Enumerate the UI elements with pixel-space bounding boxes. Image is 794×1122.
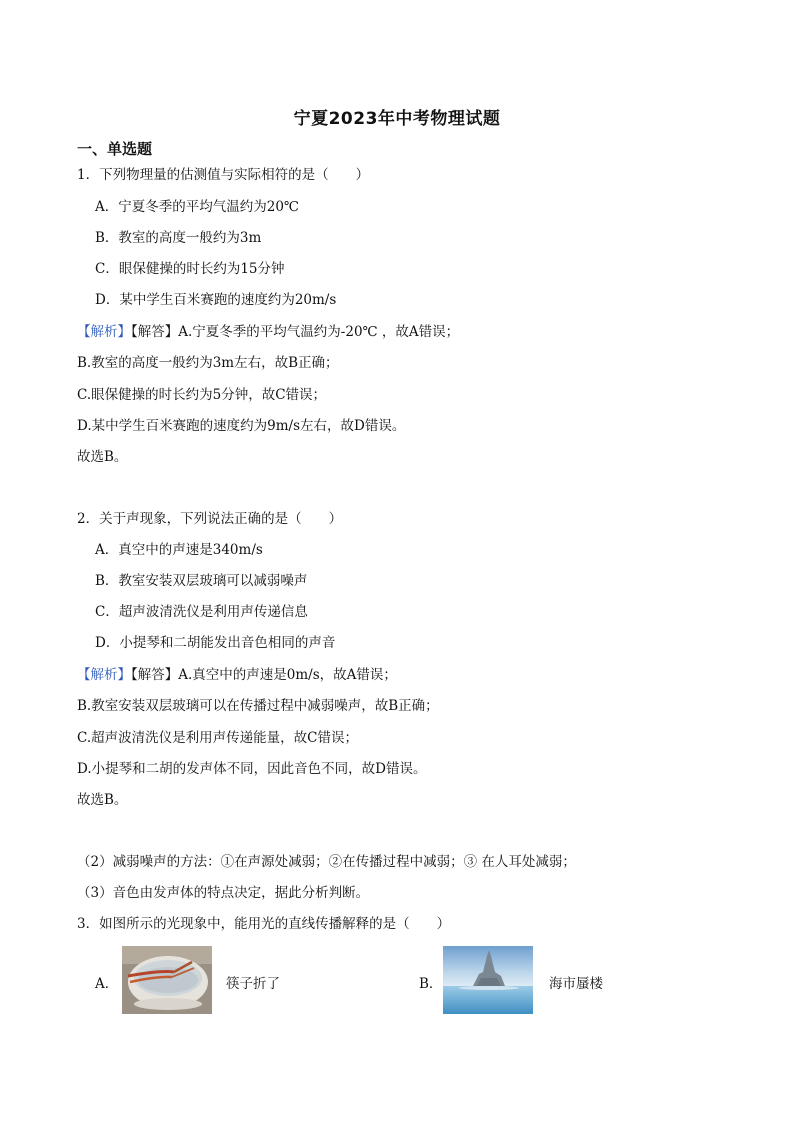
question-1-answer-line: B.教室的高度一般约为3m左右，故B正确； xyxy=(77,355,339,371)
question-2-option-c: C．超声波清洗仪是利用声传递信息 xyxy=(95,604,308,620)
question-2-answer-line: B.教室安装双层玻璃可以在传播过程中减弱噪声，故B正确； xyxy=(77,698,439,714)
figure-b-caption: 海市蜃楼 xyxy=(549,976,603,992)
page-title: 宁夏2023年中考物理试题 xyxy=(293,109,501,129)
question-1-option-c: C．眼保健操的时长约为15分钟 xyxy=(95,261,285,277)
question-2-option-a: A．真空中的声速是340m/s xyxy=(95,542,263,558)
question-2-note: （2）减弱噪声的方法：①在声源处减弱；②在传播过程中减弱；③ 在人耳处减弱； xyxy=(77,854,576,870)
mirage-image xyxy=(443,946,533,1014)
question-1-option-d: D．某中学生百米赛跑的速度约为20m/s xyxy=(95,292,337,308)
question-1-answer-line xyxy=(77,323,459,341)
question-1-option-a: A．宁夏冬季的平均气温约为20℃ xyxy=(95,199,300,215)
question-1-answer-text: 【解答】A.宁夏冬季的平均气温约为-20℃ ，故A错误； xyxy=(131,324,460,340)
chopsticks-bowl-image xyxy=(122,946,212,1014)
question-2-option-b: B．教室安装双层玻璃可以减弱噪声 xyxy=(95,573,308,589)
question-2-option-d: D．小提琴和二胡能发出音色相同的声音 xyxy=(95,635,336,651)
question-1-option-b: B．教室的高度一般约为3m xyxy=(95,230,262,246)
question-2-answer-line: D.小提琴和二胡的发声体不同，因此音色不同，故D错误。 xyxy=(77,761,427,777)
question-2-answer-text: 【解答】A.真空中的声速是0m/s，故A错误； xyxy=(131,667,397,683)
figure-a-letter: A． xyxy=(95,976,119,992)
question-2-stem: 2．关于声现象，下列说法正确的是（ ） xyxy=(77,511,343,527)
analysis-tag: 【解析】 xyxy=(77,324,131,340)
question-2-answer-line xyxy=(77,666,397,684)
question-3-stem: 3．如图所示的光现象中，能用光的直线传播解释的是（ ） xyxy=(77,916,451,932)
section-heading: 一、单选题 xyxy=(77,140,153,158)
question-2-answer-line: C.超声波清洗仪是利用声传递能量，故C错误； xyxy=(77,730,358,746)
analysis-tag: 【解析】 xyxy=(77,667,131,683)
figure-b-letter: B． xyxy=(419,976,443,992)
question-1-stem: 1．下列物理量的估测值与实际相符的是（ ） xyxy=(77,167,370,183)
question-3-figures xyxy=(0,946,794,1016)
question-2-note: （3）音色由发声体的特点决定，据此分析判断。 xyxy=(77,885,370,901)
question-2-answer-line: 故选B。 xyxy=(77,792,128,808)
question-1-answer-line: C.眼保健操的时长约为5分钟，故C错误； xyxy=(77,387,327,403)
figure-a-caption: 筷子折了 xyxy=(226,976,280,992)
question-1-answer-line: 故选B。 xyxy=(77,449,128,465)
question-1-answer-line: D.某中学生百米赛跑的速度约为9m/s左右，故D错误。 xyxy=(77,418,406,434)
